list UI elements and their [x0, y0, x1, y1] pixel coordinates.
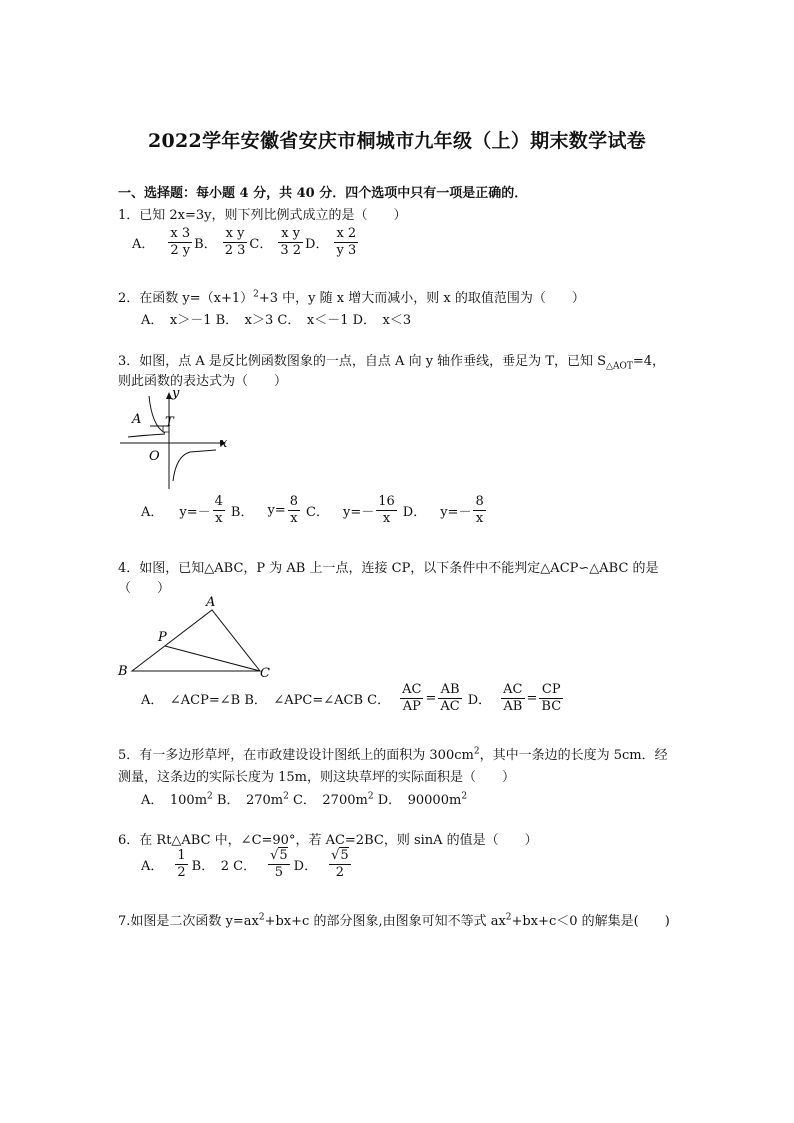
q3-option-b-fraction: [288, 494, 300, 527]
q7-part-b: +bx+c 的部分图象,由图象可知不等式 ax: [264, 914, 506, 929]
q3-d-num: 8: [475, 494, 484, 509]
q6-option-d-label: D．: [293, 859, 318, 874]
q6-option-c-fraction: [268, 848, 290, 881]
q3-option-a-label: A．: [141, 505, 164, 520]
q3-hyperbola-tail-left: [128, 434, 165, 437]
q4-d-den2: BC: [541, 699, 562, 714]
q3-options: [141, 494, 488, 527]
q7-stem: [118, 910, 670, 929]
q3-stem: [118, 350, 665, 372]
q3-stem-subscript: △AOT: [606, 361, 633, 372]
q4-c-den2: AC: [440, 699, 460, 714]
q5-line1-exponent: 2: [473, 746, 480, 757]
q3-option-b-prefix: y=: [267, 503, 286, 518]
q5-line1-part-b: ，其中一条边的长度为 5cm．经: [479, 748, 668, 763]
q4-d-den1: AB: [503, 699, 523, 714]
q3-label-T: T: [165, 415, 174, 430]
q2-stem: [118, 287, 585, 306]
q1-c-den: 3 2: [280, 243, 302, 258]
q7-part-c: +bx+c＜0 的解集是( ): [511, 914, 670, 929]
q4-options-text: A． ∠ACP=∠B B． ∠APC=∠ACB C．: [141, 693, 391, 708]
q5-option-c: C． 2700m: [288, 793, 368, 808]
q4-label-P: P: [158, 630, 167, 645]
section-header: 一、选择题：每小题 4 分，共 40 分．四个选项中只有一项是正确的．: [118, 186, 528, 201]
q3-label-O: O: [149, 449, 160, 464]
q5-option-a: A． 100m: [141, 793, 208, 808]
q3-label-x: x: [220, 436, 228, 451]
q3-option-d-prefix: y=－: [440, 505, 472, 520]
q3-d-den: x: [475, 511, 484, 526]
q4-options: [141, 682, 565, 715]
q6-option-a-label: A．: [141, 859, 164, 874]
q3-b-num: 8: [289, 494, 299, 509]
q1-b-num: x y: [223, 226, 248, 243]
q2-stem-part-a: 2．在函数 y=（x+1）: [118, 291, 254, 306]
q5-option-b-exponent: 2: [283, 791, 289, 802]
q6-option-a-fraction: [175, 848, 187, 881]
q4-label-A: A: [206, 595, 216, 610]
q1-option-b-label: B．: [194, 237, 217, 252]
q1-stem: 1．已知 2x=3y，则下列比例式成立的是（ ）: [118, 208, 407, 223]
q6-option-d-fraction: [329, 848, 351, 881]
q6-d-den: 2: [335, 865, 345, 880]
q4-d-num1: AC: [503, 682, 523, 697]
q3-c-den: x: [382, 511, 391, 526]
q1-option-a-label: A．: [132, 237, 155, 252]
q2-stem-part-b: +3 中，y 随 x 增大而减小，则 x 的取值范围为（ ）: [258, 291, 585, 306]
q1-option-b-fraction: [223, 226, 248, 259]
q7-part-a: 7.如图是二次函数 y=ax: [118, 914, 259, 929]
q4-d-num2: CP: [539, 682, 563, 699]
q4-stem-line2: （ ）: [118, 581, 171, 596]
q6-c-den: 5: [274, 865, 283, 880]
q2-options: A． x＞－1 B． x＞3 C． x＜－1 D． x＜3: [141, 313, 412, 328]
q4-triangle: [132, 610, 260, 671]
q5-stem-line2: 测量，这条边的实际长度为 15m，则这块草坪的实际面积是（ ）: [118, 770, 516, 785]
q3-b-den: x: [290, 511, 298, 526]
q1-options: [132, 226, 360, 259]
q1-d-num: x 2: [336, 226, 357, 241]
q7-exponent-2: 2: [505, 912, 512, 923]
q4-option-c-equals: =: [425, 691, 437, 706]
q4-c-den1: AP: [402, 699, 421, 714]
q3-stem-line2: 则此函数的表达式为（ ）: [118, 374, 288, 389]
q3-option-a-prefix: y=－: [179, 505, 211, 520]
q4-option-c-fraction-right: [438, 682, 461, 715]
q3-hyperbola-branch-right: [173, 450, 216, 481]
q4-figure: [114, 592, 280, 680]
q4-label-B: B: [118, 664, 128, 679]
q3-label-A: A: [132, 412, 142, 427]
q3-option-c-fraction: [376, 494, 397, 527]
q3-option-a-fraction: [213, 494, 225, 527]
q3-label-y: y: [172, 388, 180, 401]
q5-line1-part-a: 5．有一多边形草坪，在市政建设设计图纸上的面积为 300cm: [118, 748, 474, 763]
q4-option-c-fraction-left: [400, 682, 423, 715]
q3-option-d-fraction: [473, 494, 485, 527]
q1-option-d-label: D．: [305, 237, 329, 252]
page-title: 2022学年安徽省安庆市桐城市九年级（上）期末数学试卷: [148, 130, 646, 152]
q4-option-d-fraction-right: [539, 682, 563, 715]
q4-stem: 4．如图，已知△ABC，P 为 AB 上一点，连接 CP，以下条件中不能判定△ACP∽△ABC 的是: [118, 561, 659, 576]
q3-figure: [116, 388, 241, 490]
q7-exponent-1: 2: [258, 912, 265, 923]
q3-option-c-label: C．: [306, 505, 329, 520]
q3-a-den: x: [215, 511, 223, 526]
q5-option-c-exponent: 2: [367, 791, 374, 802]
q6-a-den: 2: [177, 865, 186, 880]
q5-option-b: B． 270m: [212, 793, 284, 808]
q3-option-d-label: D．: [402, 505, 427, 520]
q1-option-a-fraction: [168, 226, 192, 259]
q3-option-b-label: B．: [230, 505, 254, 520]
q5-option-d-exponent: 2: [461, 791, 468, 802]
q4-option-d-equals: =: [526, 691, 538, 706]
q6-options: [141, 848, 353, 881]
q3-option-c-prefix: y=－: [342, 505, 375, 520]
q6-stem: 6．在 Rt△ABC 中，∠C=90°，若 AC=2BC，则 sinA 的值是（ ）: [118, 833, 538, 848]
q6-d-numerator: √5: [331, 848, 349, 863]
q1-a-den: 2 y: [170, 243, 191, 258]
q6-c-numerator: √5: [270, 848, 288, 863]
q4-c-num2: AB: [438, 682, 461, 699]
q4-segment-cp: [165, 646, 260, 671]
q4-option-d-label: D．: [467, 693, 492, 708]
q6-option-bc-text: B． 2 C．: [191, 859, 257, 874]
q1-c-num: x y: [278, 226, 303, 243]
q3-stem-part-a: 3．如图，点 A 是反比例函数图象的一点，自点 A 向 y 轴作垂线，垂足为 T，已知 S: [118, 354, 607, 369]
q3-a-num: 4: [214, 494, 223, 509]
q1-b-den: 2 3: [224, 243, 246, 258]
q1-option-c-fraction: [278, 226, 303, 259]
q4-label-C: C: [260, 666, 270, 680]
q6-d-radicand: 5: [340, 848, 349, 863]
q4-option-d-fraction-left: [501, 682, 524, 715]
q1-option-d-fraction: [334, 226, 358, 259]
q6-c-radicand: 5: [279, 848, 288, 863]
q1-option-c-label: C．: [249, 237, 273, 252]
q2-stem-exponent: 2: [253, 289, 259, 300]
q4-c-num1: AC: [402, 682, 422, 697]
q5-option-d: D． 90000m: [373, 793, 462, 808]
q3-c-num: 16: [378, 494, 395, 509]
q6-a-num: 1: [177, 848, 186, 863]
q5-stem-line1: [118, 744, 668, 763]
q1-a-num: x 3: [170, 226, 191, 241]
q1-d-den: y 3: [336, 243, 357, 258]
q5-option-a-exponent: 2: [207, 791, 213, 802]
q3-stem-part-b: =4，: [632, 354, 666, 369]
q5-options: [141, 789, 467, 808]
